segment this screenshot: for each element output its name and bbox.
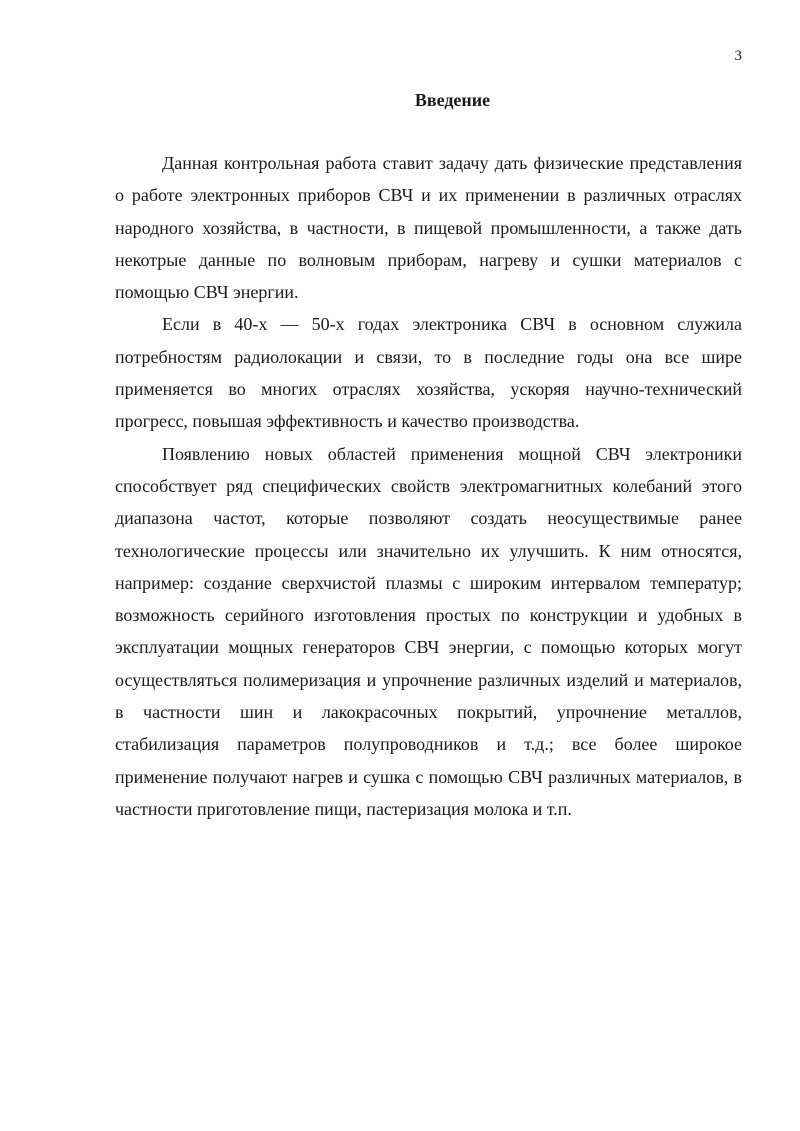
paragraph-2: Если в 40-х — 50-х годах электроника СВЧ в основном служила потребностям радиолокации и связи, то в последние годы она все шире применяется во многих отраслях хозяйства, ускоряя научно-технический прогресс, повышая эффективность и качество производства.	[115, 314, 742, 432]
paragraph-1: Данная контрольная работа ставит задачу дать физические представления о работе электронных приборов СВЧ и их применении в различных отраслях народного хозяйства, в частности, в пищевой промышленности, а также дать некотрые данные по волновым приборам, нагреву и сушки материалов с помощью СВЧ энергии.	[115, 153, 742, 303]
paragraph-3: Появлению новых областей применения мощной СВЧ электроники способствует ряд специфических свойств электромагнитных колебаний этого диапазона частот, которые позволяют создать неосуществимые ранее технологические процессы или значительно их улучшить. К ним относятся, например: создание сверхчистой плазмы с широким интервалом температур; возможность серийного изготовления простых по конструкции и удобных в эксплуатации мощных генераторов СВЧ энергии, с помощью которых могут осуществляться полимеризация и упрочнение различных изделий и материалов, в частности шин и лакокрасочных покрытий, упрочнение металлов, стабилизация параметров полупроводников и т.д.; все более широкое применение получают нагрев и сушка с помощью СВЧ различных материалов, в частности приготовление пищи, пастеризация молока и т.п.	[115, 443, 742, 819]
body-text	[115, 147, 742, 825]
page-number: 3	[734, 48, 742, 64]
section-heading: Введение	[414, 90, 491, 110]
